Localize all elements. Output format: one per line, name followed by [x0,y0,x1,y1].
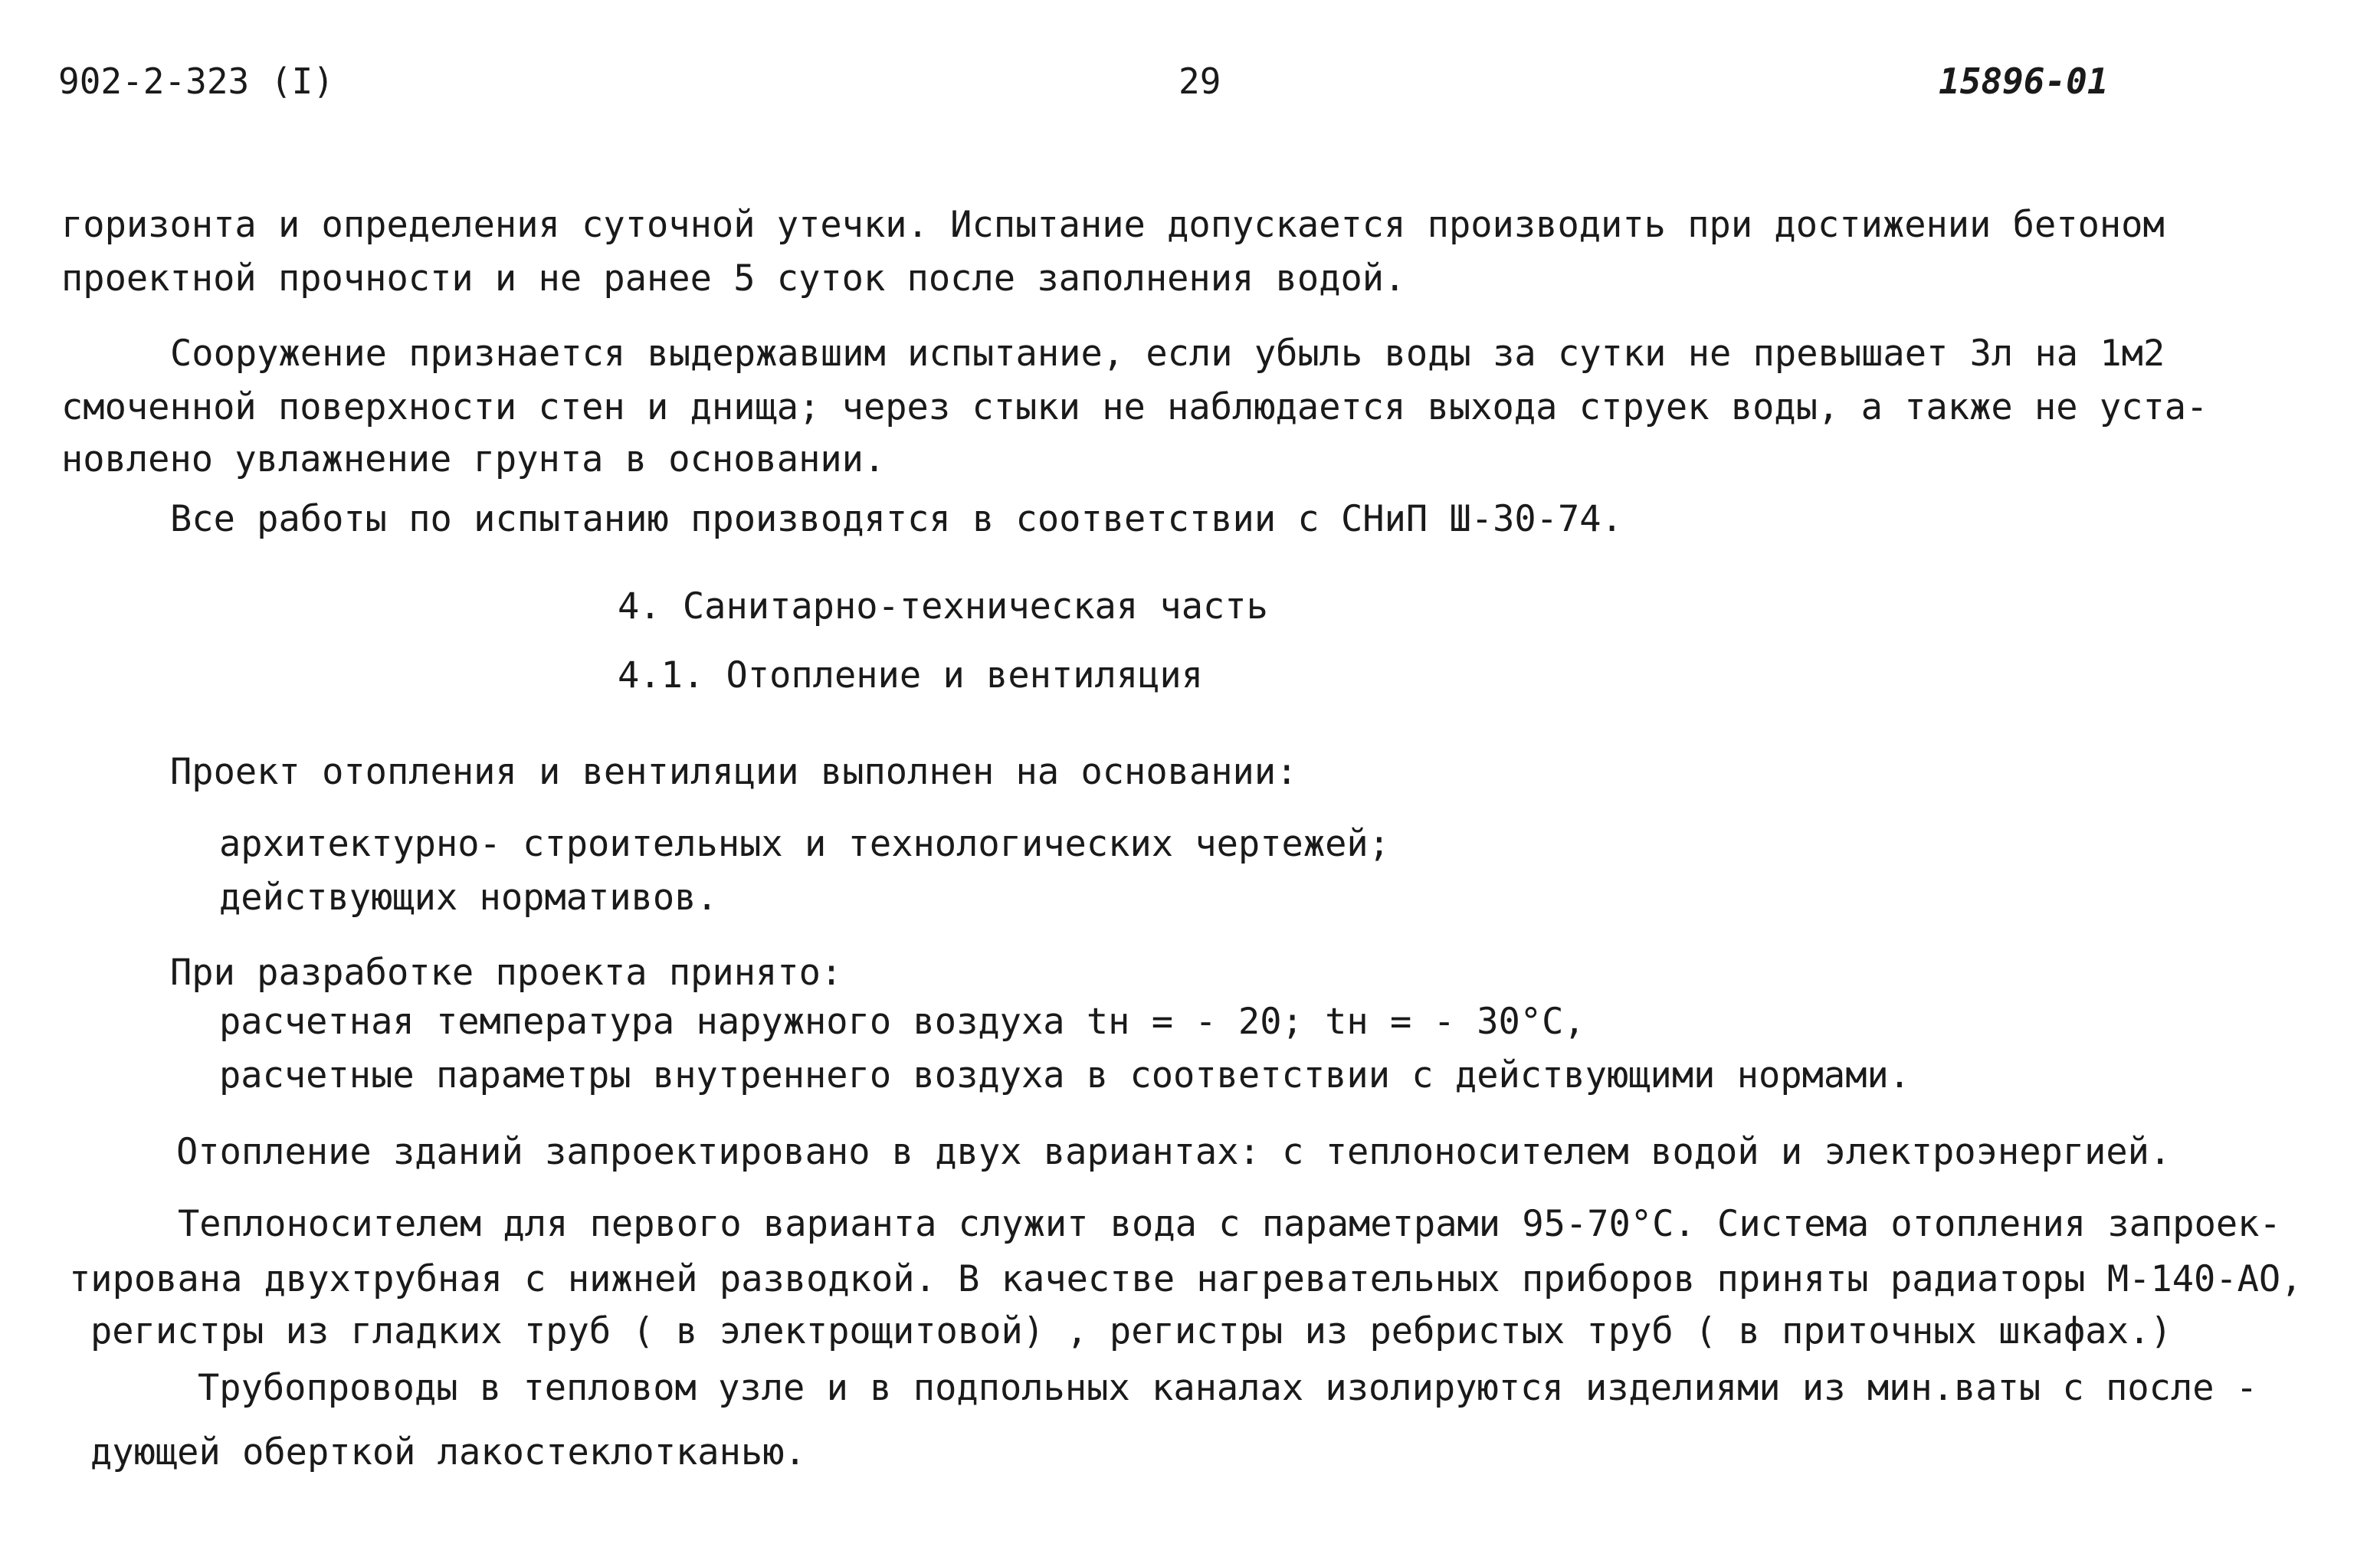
accepted-item-2: расчетные параметры внутреннего воздуха в соответствии с действующими нормами. [219,1054,1911,1096]
para7-line2: тирована двухтрубная с нижней разводкой. В качестве нагревательных приборов приняты радиаторы М-140-АО, [69,1258,2303,1300]
para2-line2: смоченной поверхности стен и днища; через стыки не наблюдается выхода струек воды, а также не уста- [61,386,2208,428]
para6-line1: Отопление зданий запроектировано в двух вариантах: с теплоносителем водой и электроэнергией. [176,1131,2172,1173]
para7-line3: регистры из гладких труб ( в электрощитовой) , регистры из ребристых труб ( в приточных шкафах.) [90,1310,2172,1352]
page-number: 29 [1179,61,1221,102]
para7-line1: Теплоносителем для первого варианта служит вода с параметрами 95-70°С. Система отопления запроек- [178,1203,2281,1245]
subsection-heading: 4.1. Отопление и вентиляция [618,654,1204,696]
basis-item-1: архитектурно- строительных и технологических чертежей; [219,823,1391,865]
para3-line1: Все работы по испытанию производятся в соответствии с СНиП Ш-30-74. [170,498,1623,540]
para1-line1: горизонта и определения суточной утечки. Испытание допускается производить при достижении бетоном [61,204,2165,246]
para8-line1: Трубопроводы в тепловом узле и в подпольных каналах изолируются изделиями из мин.ваты с после - [198,1367,2258,1409]
para5-line1: При разработке проекта принято: [170,952,843,994]
document-number: 902-2-323 (I) [58,61,335,102]
para8-line2: дующей оберткой лакостеклотканью. [90,1431,806,1473]
para2-line3: новлено увлажнение грунта в основании. [61,438,886,480]
basis-item-2: действующих нормативов. [219,877,718,919]
para2-line1: Сооружение признается выдержавшим испытание, если убыль воды за сутки не превышает 3л на 1м2 [170,333,2165,375]
para4-line1: Проект отопления и вентиляции выполнен на основании: [170,751,1298,793]
inventory-number: 15896-01 [1939,61,2109,102]
para1-line2: проектной прочности и не ранее 5 суток после заполнения водой. [61,257,1406,300]
accepted-item-1: расчетная температура наружного воздуха tн = - 20; tн = - 30°С, [219,1001,1585,1043]
section-heading: 4. Санитарно-техническая часть [618,585,1268,628]
